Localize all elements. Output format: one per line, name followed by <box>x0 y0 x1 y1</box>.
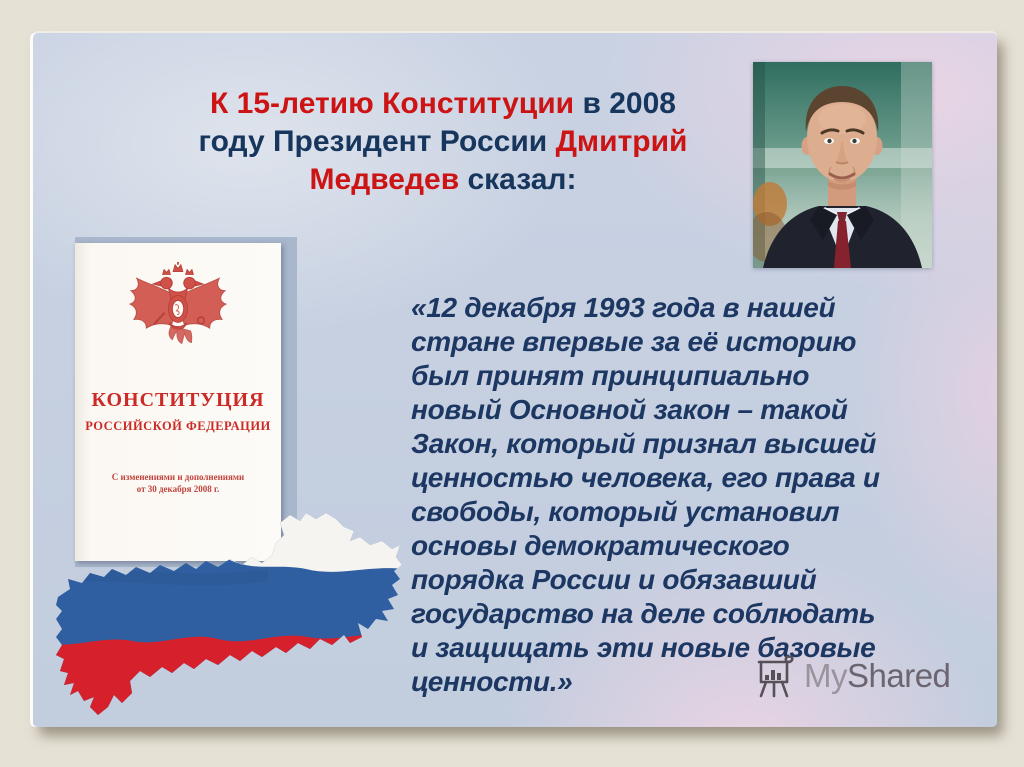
quote-line: Закон, который признал высшей <box>411 428 877 459</box>
russia-map-icon <box>48 511 403 721</box>
quote-line: свободы, который установил <box>411 496 840 527</box>
title-segment: К 15-летию Конституции <box>210 87 575 120</box>
quote-line: основы демократического <box>411 530 790 561</box>
russia-coat-of-arms-eagle-icon <box>125 261 231 353</box>
title-segment: в 2008 <box>574 87 676 120</box>
book-edition-note <box>75 471 281 495</box>
title-segment: сказал: <box>459 163 577 196</box>
quote-line: был принят принципиально <box>411 360 810 391</box>
medvedev-portrait-photo <box>753 62 932 268</box>
myshared-logo-text <box>804 657 950 695</box>
book-title-line1: КОНСТИТУЦИЯ <box>91 389 265 411</box>
myshared-watermark <box>755 653 950 699</box>
quote-line: стране впервые за её историю <box>411 326 857 357</box>
slide-title <box>93 85 793 199</box>
title-line <box>93 161 793 199</box>
quote-line: новый Основной закон – такой <box>411 394 848 425</box>
book-edition-note-line1: С изменениями и дополнениями <box>111 472 245 482</box>
quote-line: «12 декабря 1993 года в нашей <box>411 292 836 323</box>
quote-text-block <box>411 291 997 699</box>
russia-map-flag-image <box>48 511 403 721</box>
quote-line: порядка России и обязавший <box>411 564 817 595</box>
medvedev-portrait-illustration <box>753 62 932 268</box>
presentation-slide <box>33 33 997 727</box>
title-segment: году Президент России <box>198 125 556 158</box>
title-segment: Медведев <box>309 163 460 196</box>
book-title-line2: РОССИЙСКОЙ ФЕДЕРАЦИИ <box>85 419 271 433</box>
myshared-text-my: My <box>804 657 847 694</box>
quote-line: ценностью человека, его права и <box>411 462 880 493</box>
quote-line: и защищать эти новые базовые <box>411 632 876 663</box>
presentation-easel-icon <box>755 653 797 699</box>
quote-line: государство на деле соблюдать <box>411 598 876 629</box>
title-line <box>93 85 793 123</box>
title-segment: Дмитрий <box>555 125 688 158</box>
quote-line: ценности.» <box>411 666 573 697</box>
myshared-text-shared: Shared <box>847 657 951 694</box>
title-line <box>93 123 793 161</box>
book-edition-note-line2: от 30 декабря 2008 г. <box>136 484 220 494</box>
